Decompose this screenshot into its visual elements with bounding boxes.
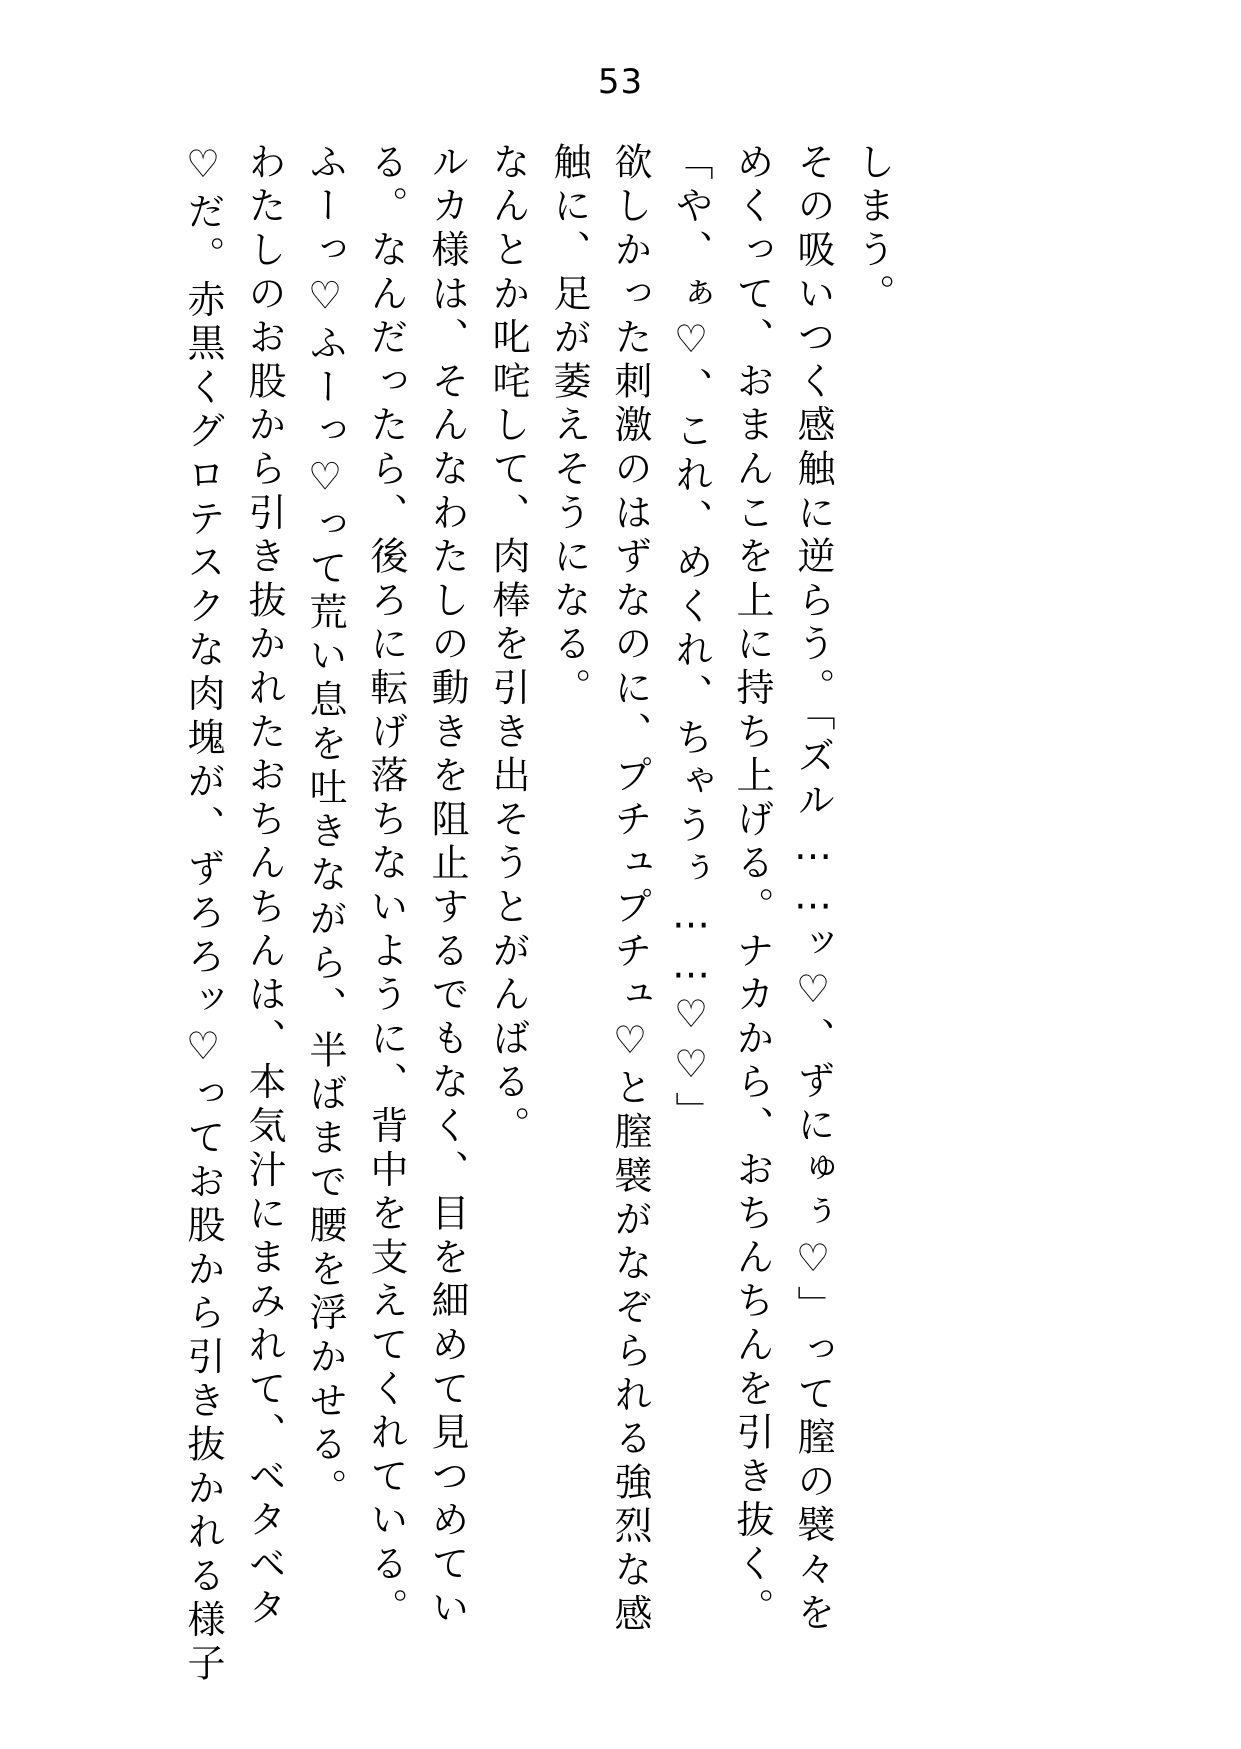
text-line: めくって、おまんこを上に持ち上げる。ナカから、おちんちんを引き抜く。: [730, 142, 774, 1632]
page-number: 53: [597, 62, 644, 102]
text-line: ルカ様は、そんなわたしの動きを阻止するでもなく、目を細めて見つめてい: [425, 142, 469, 1632]
text-line: る。なんだったら、後ろに転げ落ちないように、背中を支えてくれている。: [364, 142, 408, 1632]
text-line: しまう。: [851, 142, 895, 318]
text-line: 「や、ぁ♡、これ、めくれ、ちゃうぅ……♡♡」: [669, 142, 713, 1136]
text-line: ふーっ♡ふーっ♡って荒い息を吐きながら、半ばまで腰を浮かせる。: [303, 142, 347, 1512]
text-line: その吸いつく感触に逆らう。「ズル……ッ♡、ずにゅぅ♡」って膣の襞々を: [791, 142, 835, 1637]
body-text: [0, 142, 1241, 1702]
text-line: なんとか叱咤して、肉棒を引き出そうとがんばる。: [486, 142, 530, 1150]
text-line: わたしのお股から引き抜かれたおちんちんは、本気汁にまみれて、ベタベタ: [242, 142, 286, 1632]
text-line: 触に、足が萎えそうになる。: [547, 142, 591, 712]
text-line: 欲しかった刺激のはずなのに、プチュプチュ♡と膣襞がなぞられる強烈な感: [608, 142, 652, 1638]
text-line: ♡だ。赤黒くグロテスクな肉塊が、ずろろッ♡ってお股から引き抜かれる様子: [181, 142, 225, 1687]
